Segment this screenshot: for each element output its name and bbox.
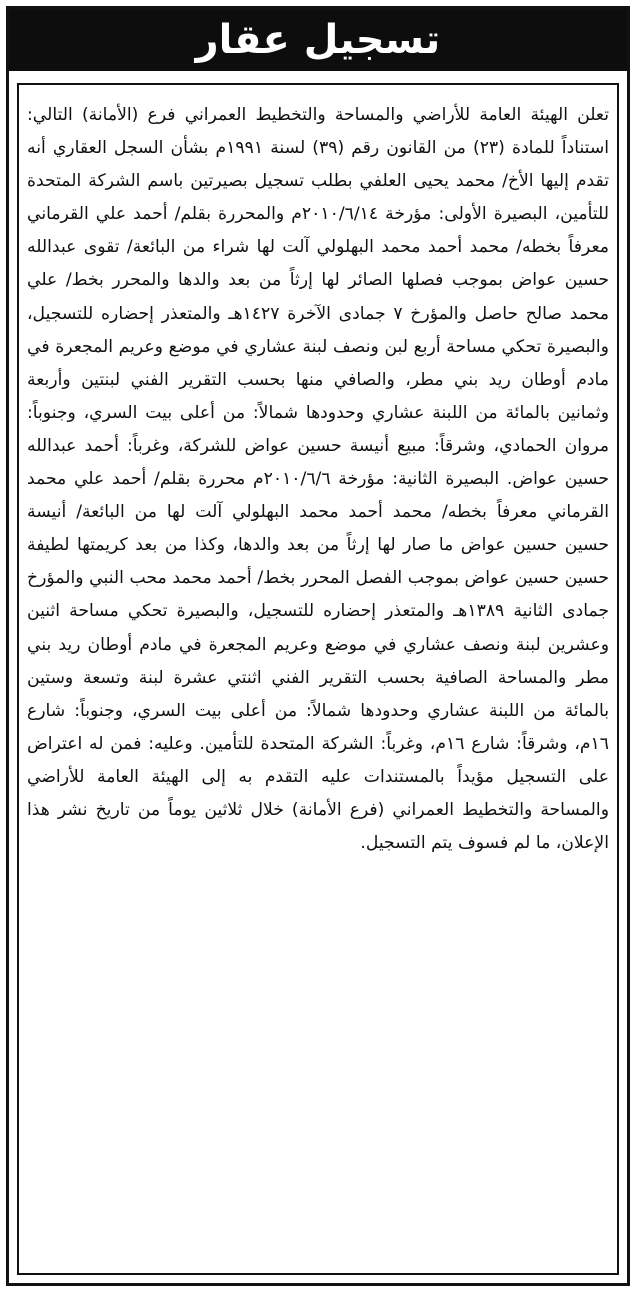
notice-body: تعلن الهيئة العامة للأراضي والمساحة والتخطيط العمراني فرع (الأمانة) التالي: استناداً للمادة (٢٣) من القانون رقم (٣٩) لسنة ١٩٩١م بشأن السجل العقاري أنه تقدم إليها الأخ/ محمد يحيى العلفي بطلب تسجيل بصيرتين باسم الشركة المتحدة للتأمين، البصيرة الأولى: مؤرخة ٢٠١٠/٦/١٤م والمحررة بقلم/ أحمد علي القرماني معرفاً بخطه/ محمد أحمد محمد البهلولي آلت لها شراء من البائعة/ تقوى عبدالله حسين عواض بموجب فصلها الصائر لها إرثاً من بعد والدها والمحرر بخط/ علي محمد صالح حاصل والمؤرخ ٧ جمادى الآخرة ١٤٢٧هـ والمتعذر إحضاره للتسجيل، والبصيرة تحكي مساحة أربع لبن ونصف لبنة عشاري في موضع وعريم المجعرة في مادم أوطان ريد بني مطر، والصافي منها بحسب التقرير الفني لبنتين وأربعة وثمانين بالمائة من اللبنة عشاري وحدودها شمالاً: من أعلى بيت السري، وجنوباً: مروان الحمادي، وشرقاً: مبيع أنيسة حسين عواض للشركة، وغرباً: أحمد عبدالله حسين عواض. البصيرة الثانية: مؤرخة ٢٠١٠/٦/٦م محررة بقلم/ أحمد علي محمد القرماني معرفاً بخطه/ محمد أحمد محمد البهلولي آلت لها من البائعة/ أنيسة حسين حسين عواض ما صار لها إرثاً من بعد والدها، وكذا من بعد كريمتها لطيفة حسين حسين عواض بموجب الفصل المحرر بخط/ أحمد محمد محب النبي والمؤرخ جمادى الثانية ١٣٨٩هـ والمتعذر إحضاره للتسجيل، والبصيرة تحكي مساحة اثنين وعشرين لبنة ونصف عشاري في موضع وعريم المجعرة في مادم أوطان ريد بني مطر والمساحة الصافية بحسب التقرير الفني اثنتي عشرة لبنة وتسعة وستين بالمائة من اللبنة عشاري وحدودها شمالاً: من أعلى بيت السري، وجنوباً: شارع ١٦م، وشرقاً: شارع ١٦م، وغرباً: الشركة المتحدة للتأمين. وعليه: فمن له اعتراض على التسجيل مؤيداً بالمستندات عليه التقدم به إلى الهيئة العامة للأراضي والمساحة والتخطيط العمراني (فرع الأمانة) خلال ثلاثين يوماً من تاريخ نشر هذا الإعلان، ما لم فسوف يتم التسجيل. — [27, 105, 610, 854]
property-registration-notice — [6, 6, 630, 1286]
notice-title: تسجيل عقار — [195, 17, 441, 63]
title-banner — [9, 9, 627, 71]
